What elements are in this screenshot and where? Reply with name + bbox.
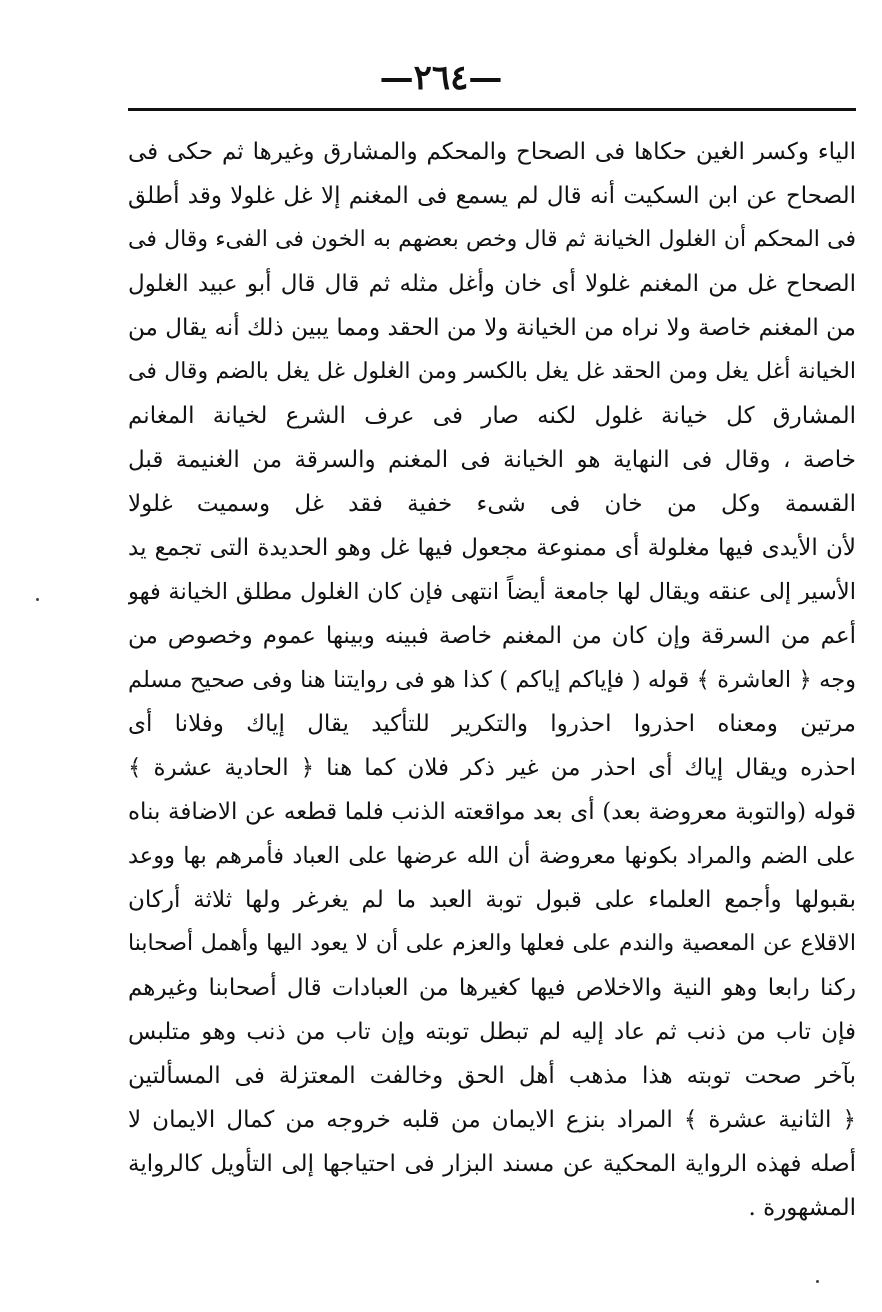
text-line-10: لأن الأيدى فيها مغلولة أى ممنوعة مجعول فيها غل وهو الحديدة التى تجمع يد (128, 535, 856, 561)
text-line-1: الياء وكسر الغين حكاها فى الصحاح والمحكم والمشارق وغيرها ثم حكى فى (128, 139, 856, 165)
text-line-16: قوله (والتوبة معروضة بعد) أى بعد مواقعته الذنب فلما قطعه عن الاضافة بناه (128, 799, 856, 825)
text-line-19: الاقلاع عن المعصية والندم على فعلها والعزم على أن لا يعود اليها وأهمل أصحابنا (128, 931, 856, 956)
text-line-21: فإن تاب من ذنب ثم عاد إليه لم تبطل توبته وإن تاب من ذنب وهو متلبس (128, 1019, 856, 1045)
text-line-15: احذره ويقال إياك أى احذر من غير ذكر فلان كما هنا ﴿ الحادية عشرة ﴾ (128, 755, 856, 781)
text-line-8: خاصة ، وقال فى النهاية هو الخيانة فى المغنم والسرقة من الغنيمة قبل (128, 447, 856, 473)
scan-speck (816, 1280, 819, 1283)
page-number: —٢٦٤— (379, 58, 503, 98)
text-line-4: الصحاح غل من المغنم غلولا أى خان وأغل مثله ثم قال قال أبو عبيد الغلول (128, 271, 856, 297)
text-line-6: الخيانة أغل يغل ومن الحقد غل يغل بالكسر ومن الغلول غل يغل بالضم وقال فى (128, 359, 856, 384)
text-line-13: وجه ﴿ العاشرة ﴾ قوله ( فإياكم إياكم ) كذا هو فى روايتنا هنا وفى صحيح مسلم (128, 667, 856, 693)
text-line-24: أصله فهذه الرواية المحكية عن مسند البزار فى احتياجها إلى التأويل كالرواية (128, 1151, 856, 1177)
text-line-12: أعم من السرقة وإن كان من المغنم خاصة فبينه وبينها عموم وخصوص من (128, 623, 856, 649)
scan-speck (36, 598, 39, 601)
text-line-20: ركنا رابعا وهو النية والاخلاص فيها كغيرها من العبادات قال أصحابنا وغيرهم (128, 975, 856, 1001)
text-line-11: الأسير إلى عنقه ويقال لها جامعة أيضاً انتهى فإن كان الغلول مطلق الخيانة فهو (128, 579, 856, 605)
text-line-25: المشهورة . (748, 1195, 856, 1221)
text-line-14: مرتين ومعناه احذروا احذروا والتكرير للتأكيد يقال إياك وفلانا أى (128, 711, 856, 737)
text-line-7: المشارق كل خيانة غلول لكنه صار فى عرف الشرع لخيانة المغانم (128, 403, 856, 429)
text-line-18: بقبولها وأجمع العلماء على قبول توبة العبد ما لم يغرغر ولها ثلاثة أركان (128, 887, 856, 913)
text-line-22: بآخر صحت توبته هذا مذهب أهل الحق وخالفت المعتزلة فى المسألتين (128, 1063, 856, 1089)
text-line-17: على الضم والمراد بكونها معروضة أن الله عرضها على العباد فأمرهم بها ووعد (128, 843, 856, 869)
text-line-9: القسمة وكل من خان فى شىء خفية فقد غل وسميت غلولا (128, 491, 856, 517)
text-line-23: ﴿ الثانية عشرة ﴾ المراد بنزع الايمان من قلبه خروجه من كمال الايمان لا (128, 1107, 856, 1133)
body-text (128, 130, 856, 1230)
text-line-3: فى المحكم أن الغلول الخيانة ثم قال وخص بعضهم به الخون فى الفىء وقال فى (128, 227, 856, 252)
text-line-2: الصحاح عن ابن السكيت أنه قال لم يسمع فى المغنم إلا غل غلولا وقد أطلق (128, 183, 856, 209)
text-line-5: من المغنم خاصة ولا نراه من الخيانة ولا من الحقد ومما يبين ذلك أنه يقال من (128, 315, 856, 341)
header-rule (128, 108, 856, 111)
